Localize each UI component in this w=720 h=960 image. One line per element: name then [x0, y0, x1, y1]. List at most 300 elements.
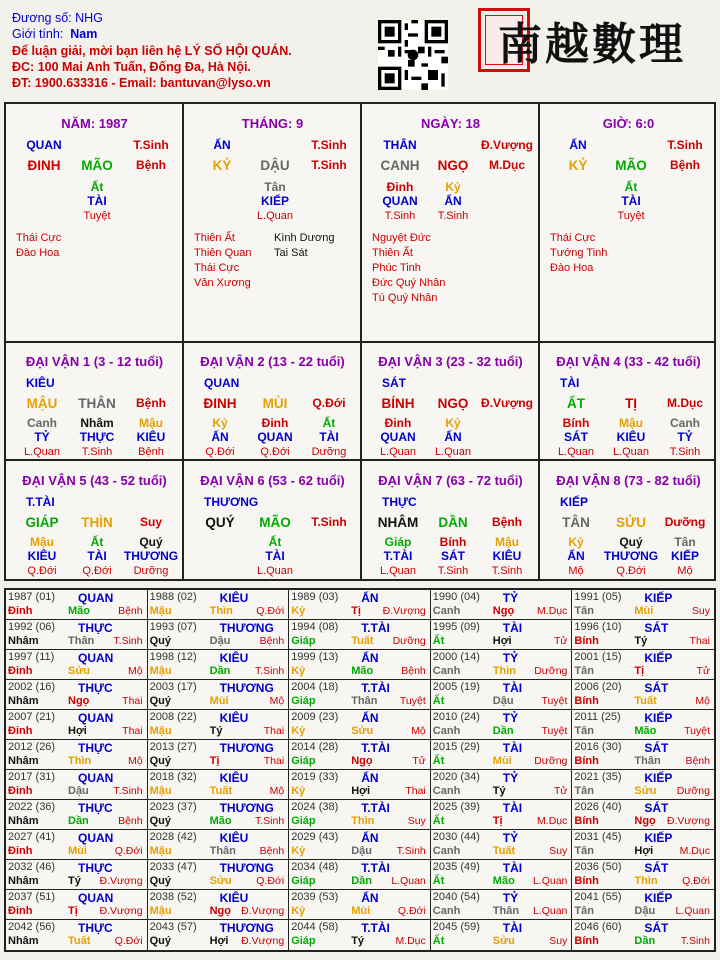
year-stem: Canh [432, 725, 461, 737]
dai-van-stem: BÍNH [381, 396, 415, 411]
hidden-god: ẤN [444, 430, 462, 444]
year-stem: Tân [574, 845, 594, 857]
year-cell [572, 620, 714, 650]
star-item: Thái Cực [550, 232, 596, 244]
year-god: T.TÀI [361, 621, 390, 635]
year-god: SÁT [644, 861, 669, 875]
hidden-stem: Giáp [384, 535, 412, 549]
year-branch: Dần [209, 665, 231, 677]
year-label: 2008 (22) [149, 711, 197, 723]
hidden-god: TÀI [87, 549, 107, 563]
year-god: KIẾP [644, 891, 673, 905]
year-stem: Mậu [149, 905, 172, 917]
pillar-stem-phase: T.Sinh [667, 138, 703, 152]
year-branch: Thân [351, 695, 378, 707]
year-cell [431, 890, 573, 920]
year-branch: Tị [351, 605, 361, 617]
hidden-god: THƯƠNG [123, 549, 179, 563]
year-branch: Tý [209, 725, 223, 737]
year-label: 2024 (38) [291, 801, 339, 813]
year-label: 2016 (30) [574, 741, 622, 753]
dai-van-title: ĐẠI VẬN 6 (53 - 62 tuổi) [200, 473, 345, 488]
year-branch: Tý [351, 935, 365, 947]
year-god: TỶ [502, 711, 519, 725]
year-stem: Ất [432, 755, 445, 767]
year-god: SÁT [644, 741, 669, 755]
year-stem: Nhâm [8, 875, 39, 887]
year-cell [289, 620, 431, 650]
year-phase: Đ.Vượng [241, 935, 285, 947]
year-label: 2007 (21) [8, 711, 56, 723]
year-phase: L.Quan [532, 905, 568, 917]
year-phase: T.Sinh [680, 935, 710, 947]
year-label: 2029 (43) [291, 831, 339, 843]
hidden-god: SÁT [441, 549, 465, 563]
year-stem: Giáp [291, 695, 316, 707]
year-god: SÁT [644, 621, 669, 635]
year-phase: Suy [691, 605, 710, 617]
year-label: 2019 (33) [291, 771, 339, 783]
hidden-stem: Đinh [384, 416, 412, 430]
dai-van-branch: SỬU [616, 515, 646, 530]
year-phase: Q.Đới [256, 605, 285, 617]
year-phase: Dưỡng [392, 635, 426, 647]
year-label: 2011 (25) [574, 711, 621, 723]
brand-logo: 南越數理 [498, 19, 686, 70]
year-cell [6, 590, 148, 620]
year-cell [572, 860, 714, 890]
year-stem: Canh [432, 785, 461, 797]
year-stem: Đinh [8, 845, 33, 857]
pillar-stem-phase: T.Sinh [311, 138, 347, 152]
year-god: T.TÀI [361, 681, 390, 695]
year-cell [148, 800, 290, 830]
year-cell [572, 650, 714, 680]
year-phase: L.Quan [675, 905, 710, 917]
hidden-god: KIẾP [260, 194, 290, 208]
year-god: ẤN [361, 651, 379, 665]
year-phase: Q.Đới [682, 875, 710, 887]
year-branch: Tuất [209, 785, 232, 797]
year-cell [6, 710, 148, 740]
hidden-stem: Quý [139, 535, 163, 549]
year-label: 2003 (17) [149, 681, 197, 693]
year-label: 1992 (06) [8, 621, 56, 633]
star-item: Tú Quý Nhân [372, 292, 438, 304]
year-label: 2009 (23) [291, 711, 339, 723]
year-label: 2018 (32) [149, 771, 197, 783]
year-branch: Tị [209, 755, 220, 767]
year-cell [6, 830, 148, 860]
dai-van-phase: T.Sinh [311, 515, 347, 529]
hidden-god: KIÊU [492, 549, 522, 563]
year-stem: Đinh [8, 905, 33, 917]
hidden-god: TỶ [34, 430, 50, 444]
year-label: 2025 (39) [432, 801, 480, 813]
hidden-stem: Mậu [495, 535, 519, 549]
year-branch: Tuất [351, 635, 374, 647]
year-branch: Mùi [634, 605, 654, 617]
gender-value: Nam [70, 27, 98, 42]
year-branch: Ngọ [634, 815, 656, 827]
dai-van-stem: GIÁP [25, 515, 59, 530]
year-phase: Suy [549, 935, 568, 947]
year-cell [572, 800, 714, 830]
hidden-stem: Bính [562, 416, 590, 430]
hidden-god: TÀI [621, 194, 641, 208]
year-god: T.TÀI [361, 921, 390, 935]
year-stem: Tân [574, 785, 594, 797]
hidden-stem: Mậu [139, 416, 163, 430]
hidden-phase: Mộ [568, 565, 584, 577]
year-cell [148, 890, 290, 920]
year-label: 2027 (41) [8, 831, 56, 843]
year-cell [289, 830, 431, 860]
year-stem: Nhâm [8, 935, 39, 947]
year-cell [572, 830, 714, 860]
pillar-branch-phase: Bệnh [670, 158, 700, 172]
dai-van-cell [6, 461, 183, 577]
year-stem: Quý [149, 635, 171, 647]
year-branch: Thân [492, 905, 520, 917]
pillar-cell [6, 104, 183, 340]
year-god: KIẾP [644, 711, 673, 725]
year-cell [289, 590, 431, 620]
year-phase: Mộ [269, 695, 285, 707]
year-branch: Ngọ [492, 605, 515, 617]
star-item: Thiên Quan [194, 247, 252, 259]
year-god: QUAN [78, 591, 114, 605]
year-god: TỶ [502, 771, 519, 785]
hidden-phase: Mộ [677, 565, 693, 577]
year-cell [572, 680, 714, 710]
year-stem: Tân [574, 905, 594, 917]
chart-header [0, 0, 720, 102]
hidden-phase: L.Quan [256, 210, 294, 222]
year-stem: Bính [574, 935, 599, 947]
year-label: 2046 (60) [574, 921, 622, 933]
year-god: KIÊU [219, 651, 249, 665]
year-phase: M.Dục [537, 815, 568, 827]
year-cell [6, 770, 148, 800]
pillar-branch-phase: M.Dục [489, 158, 525, 172]
year-god: THỰC [78, 621, 113, 635]
year-stem: Canh [432, 905, 461, 917]
year-label: 1998 (12) [149, 651, 197, 663]
hidden-god: QUAN [382, 194, 418, 208]
hidden-stem: Kỷ [212, 416, 228, 430]
year-cell [289, 860, 431, 890]
hidden-god: KIẾP [670, 549, 700, 563]
star-item: Đào Hoa [550, 262, 594, 274]
pillar-stem-phase: T.Sinh [133, 138, 169, 152]
hidden-phase: Q.Đới [82, 565, 112, 577]
year-stem: Bính [574, 695, 599, 707]
hidden-phase: T.Sinh [81, 446, 113, 458]
year-branch: Mão [492, 875, 515, 887]
dai-van-branch: MÙI [262, 396, 288, 411]
year-cell [6, 860, 148, 890]
year-god: THỰC [78, 801, 113, 815]
hidden-god: ẤN [567, 549, 585, 563]
year-branch: Dần [492, 725, 514, 737]
year-cell [148, 710, 290, 740]
year-branch: Mão [634, 725, 657, 737]
year-branch: Tị [634, 665, 645, 677]
year-branch: Mùi [351, 905, 371, 917]
year-branch: Tuất [492, 845, 516, 857]
star-item: Đào Hoa [16, 247, 60, 259]
dai-van-branch: MÃO [259, 515, 291, 530]
year-stem: Mậu [149, 845, 172, 857]
dai-van-branch: THÂN [78, 396, 116, 411]
year-phase: T.Sinh [255, 815, 285, 827]
hidden-god: TÀI [319, 430, 339, 444]
year-stem: Mậu [149, 665, 172, 677]
year-stem: Giáp [291, 755, 316, 767]
year-branch: Dần [68, 815, 89, 827]
hidden-phase: Q.Đới [27, 565, 57, 577]
year-cell [289, 740, 431, 770]
star-item: Đức Quý Nhân [372, 277, 446, 289]
year-label: 1993 (07) [149, 621, 197, 633]
dai-van-phase: Suy [139, 515, 163, 529]
dai-van-cell [540, 342, 717, 458]
year-phase: Suy [407, 815, 426, 827]
year-stem: Quý [149, 755, 171, 767]
year-god: ẤN [361, 771, 379, 785]
year-cell [431, 830, 573, 860]
hidden-stem: Đinh [386, 180, 414, 194]
hidden-god: TỶ [677, 430, 693, 444]
qr-code-icon [378, 20, 448, 90]
year-cell [148, 680, 290, 710]
year-stem: Quý [149, 815, 171, 827]
dai-van-stem: ĐINH [203, 396, 237, 411]
dai-van-god: SÁT [382, 376, 406, 390]
dai-van-title: ĐẠI VẬN 7 (63 - 72 tuổi) [378, 473, 523, 488]
pillar-grid [4, 102, 716, 581]
year-stem: Canh [432, 605, 461, 617]
year-branch: Hợi [68, 725, 87, 737]
year-god: ẤN [361, 831, 379, 845]
year-branch: Thìn [634, 875, 658, 887]
year-branch: Tý [634, 635, 648, 647]
year-phase: T.Sinh [113, 785, 143, 797]
year-cell [148, 920, 290, 950]
pillar-title: NGÀY: 18 [421, 116, 480, 131]
year-stem: Kỷ [291, 845, 306, 857]
year-branch: Mão [209, 815, 232, 827]
year-label: 2039 (53) [291, 891, 339, 903]
year-god: SÁT [644, 921, 669, 935]
year-phase: Bệnh [259, 845, 285, 857]
year-god: TÀI [502, 621, 523, 635]
hidden-stem: Ất [268, 535, 282, 549]
hidden-phase: Q.Đới [616, 565, 646, 577]
year-god: TÀI [502, 681, 523, 695]
year-branch: Ngọ [68, 695, 90, 707]
year-god: ẤN [361, 891, 379, 905]
dai-van-god: THỰC [382, 495, 417, 509]
hidden-stem: Kỷ [445, 416, 461, 430]
year-label: 2035 (49) [432, 861, 480, 873]
year-stem: Giáp [291, 635, 316, 647]
contact-phone-email: ĐT: 1900.633316 - Email: bantuvan@lyso.vn [12, 76, 271, 91]
year-phase: Tử [553, 785, 568, 797]
hidden-phase: L.Quan [256, 565, 294, 577]
year-branch: Sửu [634, 785, 657, 797]
year-cell [289, 890, 431, 920]
year-cell [572, 920, 714, 950]
year-god: SÁT [644, 801, 669, 815]
year-label: 1995 (09) [432, 621, 480, 633]
subject-info [12, 10, 292, 91]
year-cell [289, 650, 431, 680]
hidden-god: QUAN [257, 430, 293, 444]
year-label: 2026 (40) [574, 801, 622, 813]
year-label: 2042 (56) [8, 921, 56, 933]
year-label: 2012 (26) [8, 741, 56, 753]
hidden-stem: Canh [27, 416, 57, 430]
year-branch: Dậu [68, 785, 89, 797]
pillar-cell [184, 104, 361, 340]
dai-van-title: ĐẠI VẬN 3 (23 - 32 tuổi) [378, 354, 523, 369]
hidden-phase: T.Sinh [437, 565, 469, 577]
star-item: Phúc Tinh [372, 262, 421, 274]
year-branch: Hợi [209, 935, 229, 947]
year-stem: Giáp [291, 875, 316, 887]
hidden-phase: L.Quan [379, 565, 417, 577]
dai-van-phase: Bệnh [492, 515, 522, 529]
year-phase: M.Dục [679, 845, 710, 857]
hidden-stem: Ất [322, 416, 336, 430]
year-god: T.TÀI [361, 801, 390, 815]
year-stem: Mậu [149, 605, 172, 617]
hidden-god: KIÊU [616, 430, 646, 444]
year-god: THỰC [78, 861, 113, 875]
year-cell [148, 860, 290, 890]
year-phase: Tử [412, 755, 426, 767]
year-phase: Thai [689, 635, 710, 647]
dai-van-god: TÀI [560, 376, 580, 390]
hidden-stem: Ất [90, 535, 104, 549]
year-phase: Bệnh [118, 605, 143, 617]
year-stem: Đinh [8, 605, 33, 617]
year-label: 1987 (01) [8, 591, 56, 603]
year-stem: Đinh [8, 725, 33, 737]
year-label: 2013 (27) [149, 741, 197, 753]
year-phase: Tuyệt [541, 695, 568, 707]
year-god: TÀI [502, 741, 523, 755]
pillar-branch: NGỌ [437, 158, 469, 173]
year-god: QUAN [78, 771, 114, 785]
year-god: KIẾP [644, 771, 673, 785]
year-stem: Ất [432, 815, 445, 827]
year-god: T.TÀI [361, 861, 390, 875]
year-phase: Q.Đới [114, 935, 143, 947]
star-item: Tướng Tinh [550, 247, 608, 259]
hidden-god: QUAN [380, 430, 416, 444]
year-phase: Tuyệt [541, 725, 568, 737]
hidden-stem: Nhâm [80, 416, 114, 430]
year-label: 2014 (28) [291, 741, 339, 753]
year-branch: Thìn [68, 755, 92, 767]
year-god: THƯƠNG [219, 681, 274, 695]
year-phase: Thai [263, 725, 285, 737]
hidden-phase: Dưỡng [133, 565, 169, 577]
year-phase: M.Dục [395, 935, 426, 947]
star-item: Thiên Ất [194, 232, 235, 244]
year-god: TÀI [502, 861, 523, 875]
year-god: SÁT [644, 681, 669, 695]
dai-van-title: ĐẠI VẬN 1 (3 - 12 tuổi) [25, 354, 164, 369]
hidden-stem: Canh [670, 416, 700, 430]
year-label: 2004 (18) [291, 681, 339, 693]
pillar-title: NĂM: 1987 [61, 116, 128, 131]
year-branch: Tuất [68, 935, 91, 947]
year-god: THỰC [78, 741, 113, 755]
year-cell [6, 680, 148, 710]
year-cell [572, 770, 714, 800]
year-branch: Tị [492, 815, 503, 827]
year-label: 2033 (47) [149, 861, 197, 873]
year-god: TÀI [502, 801, 523, 815]
year-branch: Thân [634, 755, 661, 767]
year-branch: Mùi [209, 695, 229, 707]
year-label: 1991 (05) [574, 591, 622, 603]
dai-van-phase: Bệnh [136, 396, 166, 410]
year-stem: Giáp [291, 935, 316, 947]
year-phase: Q.Đới [114, 845, 143, 857]
year-branch: Hợi [634, 845, 654, 857]
year-cell [572, 740, 714, 770]
pillar-title: THÁNG: 9 [241, 116, 304, 131]
year-god: KIÊU [219, 771, 249, 785]
dai-van-cell [184, 342, 361, 458]
year-cell [431, 680, 573, 710]
star-item: Thái Cực [16, 232, 62, 244]
year-cell [289, 920, 431, 950]
year-branch: Mão [68, 605, 90, 617]
year-label: 2006 (20) [574, 681, 622, 693]
hidden-phase: Tuyệt [617, 210, 645, 222]
pillar-god: QUAN [26, 138, 62, 152]
year-stem: Kỷ [291, 905, 306, 917]
year-label: 1996 (10) [574, 621, 622, 633]
year-god: THƯƠNG [219, 921, 274, 935]
year-branch: Mùi [492, 755, 512, 767]
year-label: 1994 (08) [291, 621, 339, 633]
year-phase: Bệnh [259, 635, 285, 647]
pillar-stem: ĐINH [27, 158, 61, 173]
year-phase: Bệnh [401, 665, 426, 677]
dai-van-stem: ẤT [567, 396, 585, 411]
year-branch: Hợi [351, 785, 371, 797]
annual-luck-table [4, 588, 716, 952]
hidden-stem: Tân [264, 180, 286, 194]
year-stem: Canh [432, 845, 461, 857]
dai-van-branch: THÌN [81, 515, 113, 530]
year-branch: Sửu [492, 935, 515, 947]
year-stem: Giáp [291, 815, 316, 827]
year-label: 2015 (29) [432, 741, 480, 753]
dai-van-phase: Đ.Vượng [481, 396, 533, 410]
dai-van-cell [362, 461, 539, 577]
hidden-god: KIÊU [27, 549, 57, 563]
dai-van-title: ĐẠI VẬN 4 (33 - 42 tuổi) [556, 354, 701, 369]
year-cell [148, 650, 290, 680]
